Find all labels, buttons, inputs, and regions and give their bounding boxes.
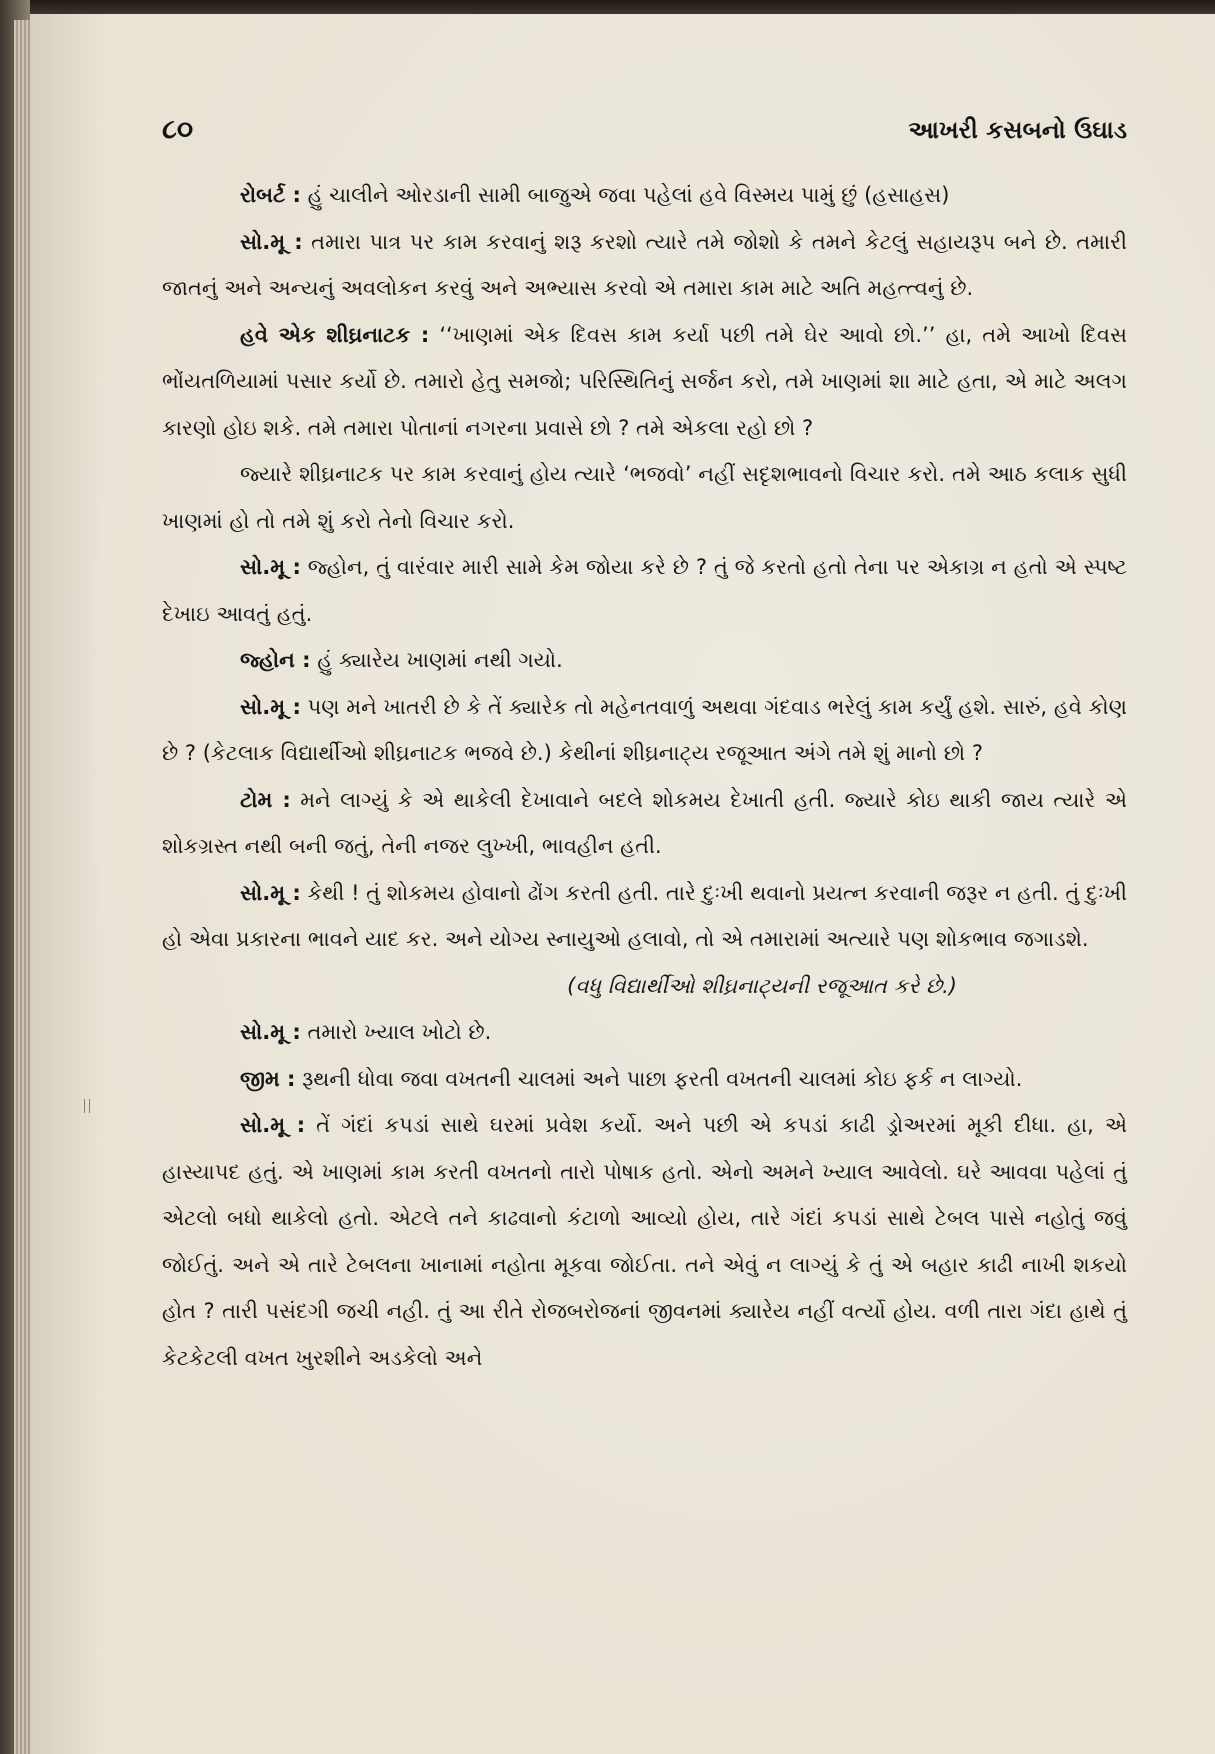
paragraph	[162, 870, 1127, 963]
speaker-label: હવે એક શીઘ્રનાટક :	[240, 322, 430, 347]
margin-mark	[84, 1099, 90, 1113]
paragraph	[162, 172, 1127, 219]
speaker-label: સો.મૂ :	[240, 694, 301, 719]
speaker-label: સો.મૂ :	[240, 1113, 306, 1137]
paragraph	[162, 1102, 1127, 1381]
stage-direction: (વધુ વિદ્યાર્થીઓ શીઘ્રનાટ્યની રજૂઆત કરે છે.)	[567, 973, 957, 998]
paragraph	[162, 451, 1127, 544]
body-text	[162, 172, 1127, 1381]
dialogue-text: જ્યારે શીઘ્રનાટક પર કામ કરવાનું હોય ત્યારે ‘ભજવો’ નહીં સદૃશભાવનો વિચાર કરો. તમે આઠ કલાક સુધી ખાણમાં હો તો તમે શું કરો તેનો વિચાર કરો.	[162, 462, 1127, 533]
paragraph	[162, 1056, 1127, 1103]
dialogue-text: રૂથની ધોવા જવા વખતની ચાલમાં અને પાછા ફરતી વખતની ચાલમાં કોઇ ફર્ક ન લાગ્યો.	[295, 1066, 1023, 1091]
speaker-label: સો.મૂ :	[240, 555, 301, 579]
dialogue-text: જ્હોન, તું વારંવાર મારી સામે કેમ જોયા કરે છે ? તું જે કરતો હતો તેના પર એકાગ્ર ન હતો એ સ્પષ્ટ દેખાઇ આવતું હતું.	[162, 555, 1127, 626]
paragraph	[162, 544, 1127, 637]
paragraph	[162, 312, 1127, 452]
dialogue-text: પણ મને ખાતરી છે કે તેં ક્યારેક તો મહેનતવાળું અથવા ગંદવાડ ભરેલું કામ કર્યું હશે. સારું, હવે કોણ છે ? (કેટલાક વિદ્યાર્થીઓ શીઘ્રનાટક ભજવે છે.) કેથીનાં શીઘ્રનાટ્ય રજૂઆત અંગે તમે શું માનો છો ?	[162, 694, 1127, 765]
page-header	[162, 114, 1127, 154]
paragraph	[162, 684, 1127, 777]
dialogue-text: હું ચાલીને ઓરડાની સામી બાજુએ જવા પહેલાં હવે વિસ્મય પામું છું (હસાહસ)	[300, 183, 950, 207]
dialogue-text: ‘‘ખાણમાં એક દિવસ કામ કર્યા પછી તમે ઘેર આવો છો.’’ હા, તમે આખો દિવસ ભોંયતળિયામાં પસાર કર્યો છે. તમારો હેતુ સમજો; પરિસ્થિતિનું સર્જન કરો, તમે ખાણમાં શા માટે હતા, એ માટે અલગ કારણો હોઇ શકે. તમે તમારા પોતાનાં નગરના પ્રવાસે છો ? તમે એકલા રહો છો ?	[162, 322, 1128, 440]
speaker-label: સો.મૂ :	[240, 880, 301, 905]
speaker-label: રોબર્ટ :	[240, 183, 301, 207]
page-number: ૮૦	[162, 114, 194, 145]
speaker-label: સો.મૂ :	[240, 1020, 301, 1044]
dialogue-text: કેથી ! તું શોકમય હોવાનો ઢોંગ કરતી હતી. તારે દુઃખી થવાનો પ્રયત્ન કરવાની જરૂર ન હતી. તું દુઃખી હો એવા પ્રકારના ભાવને યાદ કર. અને યોગ્ય સ્નાયુઓ હલાવો, તો એ તમારામાં અત્યારે પણ શોકભાવ જગાડશે.	[162, 880, 1128, 951]
paragraph	[162, 777, 1127, 870]
dialogue-text: હું ક્યારેય ખાણમાં નથી ગયો.	[310, 648, 563, 672]
paragraph	[162, 1009, 1127, 1056]
paragraph	[162, 219, 1127, 312]
dialogue-text: તમારા પાત્ર પર કામ કરવાનું શરૂ કરશો ત્યારે તમે જોશો કે તમને કેટલું સહાયરૂપ બને છે. તમારી જાતનું અને અન્યનું અવલોકન કરવું અને અભ્યાસ કરવો એ તમારા કામ માટે અતિ મહત્ત્વનું છે.	[162, 229, 1128, 300]
running-title: આખરી કસબનો ઉઘાડ	[908, 116, 1127, 144]
dialogue-text: મને લાગ્યું કે એ થાકેલી દેખાવાને બદલે શોકમય દેખાતી હતી. જ્યારે કોઇ થાકી જાય ત્યારે એ શોકગ્રસ્ત નથી બની જતું, તેની નજર લુખ્ખી, ભાવહીન હતી.	[162, 787, 1128, 858]
speaker-label: ટોમ :	[240, 787, 291, 812]
speaker-label: જ્હોન :	[240, 648, 311, 672]
speaker-label: જીમ :	[240, 1066, 296, 1091]
dialogue-text: તમારો ખ્યાલ ખોટો છે.	[300, 1020, 492, 1044]
speaker-label: સો.મૂ :	[240, 229, 303, 254]
dialogue-text: તેં ગંદાં કપડાં સાથે ઘરમાં પ્રવેશ કર્યો. અને પછી એ કપડાં કાઢી ડ્રોઅરમાં મૂકી દીધા. હા, એ હાસ્યાપદ હતું. એ ખાણમાં કામ કરતી વખતનો તારો પોષાક હતો. એનો અમને ખ્યાલ આવેલો. ઘરે આવવા પહેલાં તું એટલો બધો થાકેલો હતો. એટલે તને કાઢવાનો કંટાળો આવ્યો હોય, તારે ગંદાં કપડાં સાથે ટેબલ પાસે નહોતું જવું જોઈતું. અને એ તારે ટેબલના ખાનામાં નહોતા મૂકવા જોઈતા. તને એવું ન લાગ્યું કે તું એ બહાર કાઢી નાખી શકયો હોત ? તારી પસંદગી જચી નહી. તું આ રીતે રોજબરોજનાં જીવનમાં ક્યારેય નહીં વર્ત્યો હોય. વળી તારા ગંદા હાથે તું કેટકેટલી વખત ખુરશીને અડકેલો અને	[162, 1113, 1127, 1370]
paragraph	[162, 637, 1127, 684]
